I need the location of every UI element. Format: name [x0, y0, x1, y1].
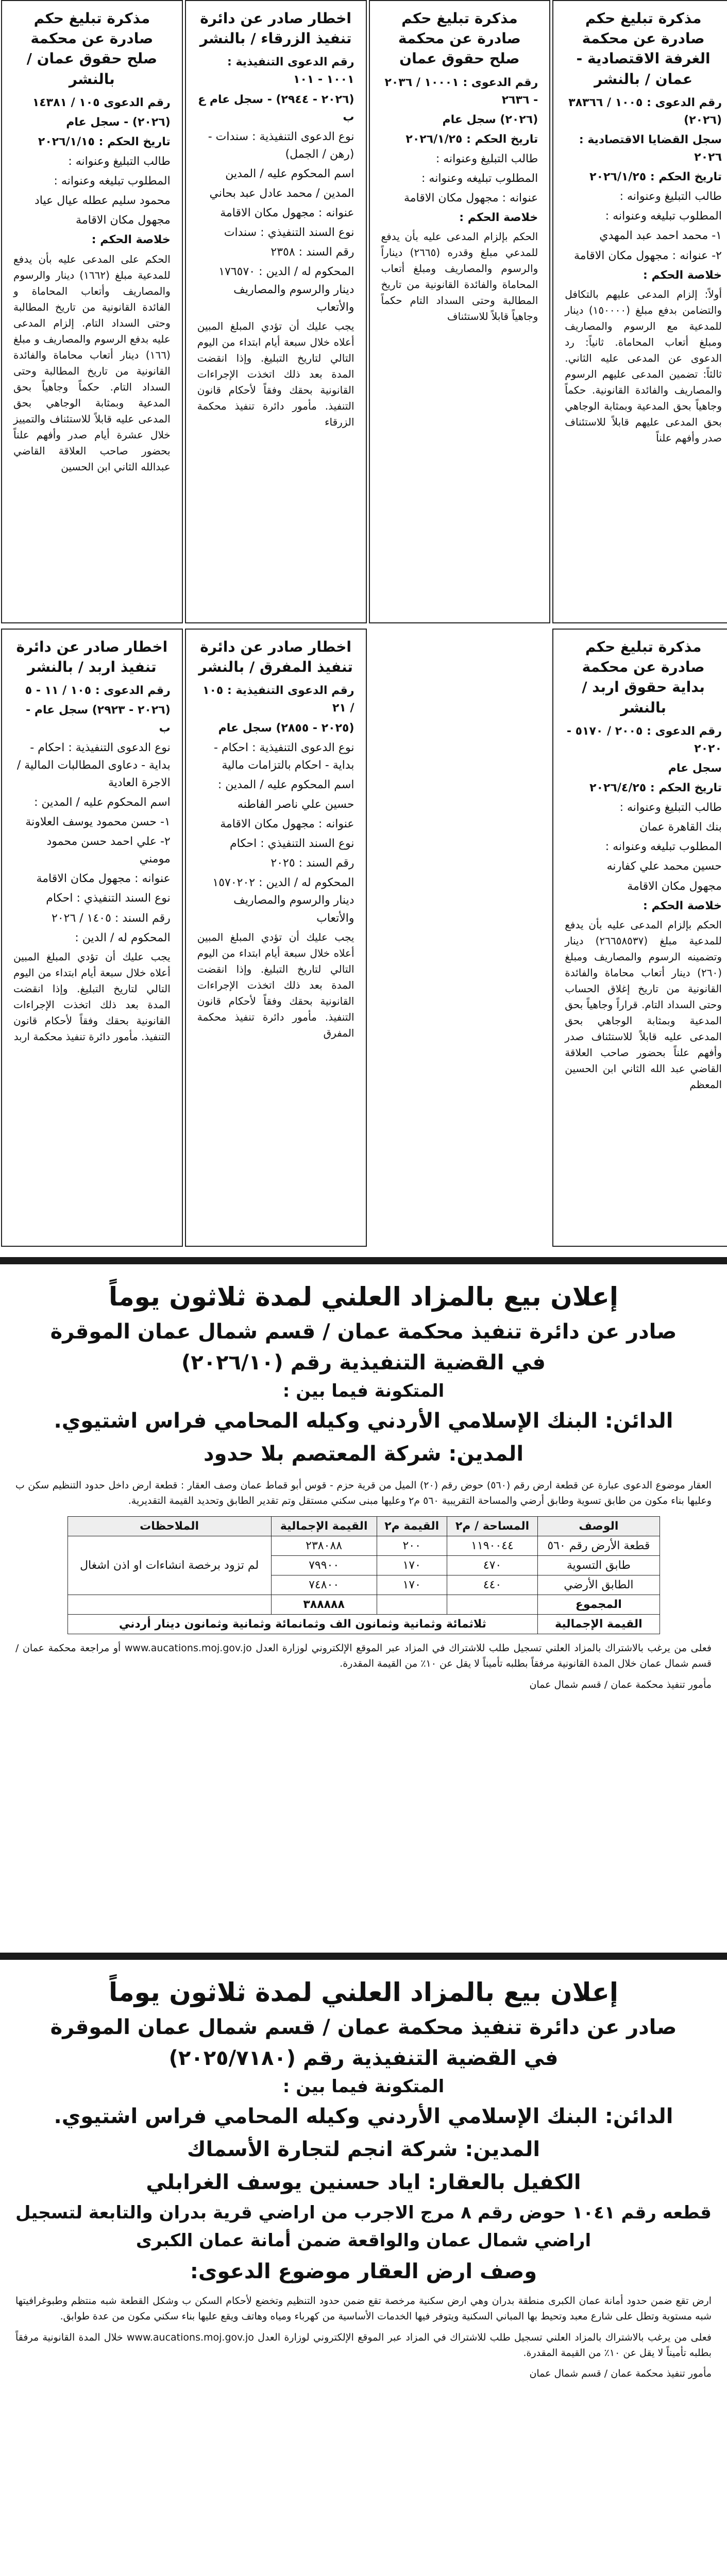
- notice-line: اسم المحكوم عليه / المدين :: [34, 795, 171, 809]
- notice-line: عنوانه : مجهول مكان الاقامة: [220, 207, 354, 220]
- ad-parties-title: المتكونة فيما بين :: [282, 1381, 445, 1401]
- notice-line: حسين علي ناصر الفاطنه: [237, 798, 354, 811]
- table-cell: ٢٠٠: [377, 1536, 447, 1555]
- notice-line: مجهول مكان الاقامة: [627, 879, 722, 893]
- notice-8: [552, 629, 727, 1247]
- auction-ad-2: [15, 1973, 712, 2571]
- notice-line: رقم الدعوى : ٢٠٠٥ / ٥١٧٠ - ٢٠٢٠: [566, 724, 722, 755]
- notice-line: بنك القاهرة عمان: [639, 821, 722, 834]
- notice-line: المحكوم له / الدين : ١٧٦٥٧٠ دينار والرسوم والمصاريف والأتعاب: [218, 265, 354, 314]
- table-cell: ١٧٠: [377, 1575, 447, 1595]
- ad-body: العقار موضوع الدعوى عبارة عن قطعة ارض رقم (٥٦٠) حوض رقم (٢٠) الميل من قرية حزم - قوس أبو قماط عمان وصف العقار : قطعة ارض داخل حدود التنظيم سكن ب وعليها بناء مكون من طابق تسوية وطابق أرضي والمساحة التقريبية ٥٦٠ م٢ وعليها مبنى سكني مستقل وتم تقدير الطابق وتحديد القيمة التقديرية.: [15, 1480, 712, 1507]
- notice-line: طالب التبليغ وعنوانه :: [435, 152, 538, 165]
- table-row: [67, 1536, 660, 1555]
- notice-title: مذكرة تبليغ حكم صادرة عن محكمة الغرفة الاقتصادية - عمان / بالنشر: [576, 10, 711, 88]
- ad-body: ارض تقع ضمن حدود أمانة عمان الكبرى منطقة بدران وهي ارض سكنية مرخصة تقع ضمن حدود التنظيم وتخضع لأحكام السكن ب وشكل القطعة شبه منتظم وطبوغرافيتها شبه مستوية وتطل على شارع معبد وتحيط بها المباني السكنية ويتوفر فيها الخدمات الأساسية من كهرباء ومياه وهاتف ويقع عليها بناء سكني مكون من عدة طوابق.: [15, 2295, 712, 2323]
- separator-bar: [0, 1953, 727, 1960]
- notice-line: ١- حسن محمود يوسف العلاونة: [25, 816, 171, 829]
- notice-title: اخطار صادر عن دائرة تنفيذ الزرقاء / بالنشر: [199, 10, 352, 47]
- notice-4: [552, 0, 727, 623]
- table-cell: ٣٨٨٨٨٨: [271, 1595, 377, 1614]
- table-cell: طابق التسوية: [538, 1555, 660, 1575]
- notice-line: تاريخ الحكم : ٢٠٢٦/٤/٢٥: [589, 782, 722, 795]
- table-cell: [67, 1595, 271, 1614]
- notice-body: يجب عليك أن تؤدي المبلغ المبين أعلاه خلال سبعة أيام ابتداء من اليوم التالي لتاريخ التبليغ. وإذا انقضت المدة بعد ذلك اتخذت الإجراءات القانونية بحقك وفقاً لأحكام قانون التنفيذ. مأمور دائرة تنفيذ محكمة الزرقاء: [197, 319, 354, 428]
- table-row-total: [67, 1595, 660, 1614]
- notice-line: تاريخ الحكم : ٢٠٢٦/١/٢٥: [405, 132, 538, 146]
- notice-line: المحكوم له / الدين : ١٥٧٠٢٠٢ دينار والرسوم والمصاريف والأتعاب: [212, 876, 354, 925]
- notice-body: الحكم على المدعى عليه بأن يدفع للمدعية مبلغ (١٦٦٢) دينار والرسوم والمصاريف وأتعاب المحاماة و الفائدة القانونية من تاريخ المطالبة وحتى السداد التام. إلزام المدعى عليه بدفع الرسوم والمصاريف و مبلغ (١٦٦) دينار أتعاب محاماة والفائدة القانونية من تاريخ المطالبة وحتى السداد التام. حكماً وجاهياً بحق المدعية وبمثابة الوجاهي بحق المدعى عليه قابلاً للاستئناف والتمييز خلال عشرة أيام صدر وأفهم علناً بحضور صاحب العلاقة القاضي عبدالله الثاني ابن الحسين: [13, 252, 171, 473]
- notice-line: تاريخ الحكم : ٢٠٢٦/١/١٥: [38, 135, 171, 148]
- notice-line: عنوانه : مجهول مكان الاقامة: [36, 872, 171, 886]
- notice-line: (٢٠٢٥ - ٢٨٥٥) سجل عام: [218, 721, 354, 735]
- notice-title: اخطار صادر عن دائرة تنفيذ المفرق / بالنشر: [198, 638, 353, 676]
- table-cell: ١١٩٠٠٤٤: [447, 1536, 537, 1555]
- notice-line: ٢- علي احمد حسن محمود مومني: [46, 835, 171, 866]
- table-cell: ٧٤٨٠٠: [271, 1575, 377, 1595]
- ad-creditor: الدائن: البنك الإسلامي الأردني وكيله المحامي فراس اشتيوي.: [54, 1409, 673, 1433]
- notice-7-empty: [369, 629, 551, 1247]
- notice-line: نوع السند التنفيذي : سندات: [224, 226, 354, 240]
- table-cell: [447, 1595, 537, 1614]
- col-header: القيمة الإجمالية: [271, 1516, 377, 1536]
- notice-line: المطلوب تبليغه وعنوانه :: [54, 175, 171, 188]
- notice-6: [185, 629, 367, 1247]
- notice-line: خلاصة الحكم :: [643, 268, 722, 282]
- notice-line: رقم الدعوى التنفيذية : ١٠٠١ - ١٠١: [227, 56, 354, 87]
- notice-line: رقم الدعوى ١٠٥ / ١٤٣٨١: [32, 96, 171, 109]
- ad-debtor: المدين: شركة انجم لتجارة الأسماك: [187, 2138, 540, 2161]
- table-cell: لم تزود برخصة انشاءات او اذن اشغال: [67, 1536, 271, 1595]
- auction-ad-1: [15, 1278, 712, 1937]
- ad-desc-title: وصف ارض العقار موضوع الدعوى:: [190, 2259, 537, 2283]
- notice-line: خلاصة الحكم :: [643, 899, 722, 912]
- notice-line: (٢٠٢٦ - ٢٩٤٤) - سجل عام ع ب: [198, 93, 354, 124]
- notice-line: رقم الدعوى : ١٠٠٥ / ٣٨٣٦٦ (٢٠٢٦): [568, 96, 722, 127]
- notices-row-middle: [0, 629, 727, 1247]
- notice-2: [185, 0, 367, 623]
- notice-3: [369, 0, 551, 623]
- table-cell: ٤٤٠: [447, 1575, 537, 1595]
- notice-line: المدين / محمد عادل عبد بحاني: [209, 187, 354, 200]
- ad-creditor: الدائن: البنك الإسلامي الأردني وكيله المحامي فراس اشتيوي.: [54, 2105, 673, 2128]
- notice-line: نوع الدعوى التنفيذية : سندات - (رهن / الجمل): [208, 130, 354, 161]
- notice-line: ٢- عنوانه : مجهول مكان الاقامة: [573, 249, 722, 262]
- ad-title: إعلان بيع بالمزاد العلني لمدة ثلاثون يوماً: [108, 1282, 619, 1312]
- notice-line: خلاصة الحكم :: [459, 211, 538, 225]
- table-cell: الطابق الأرضي: [538, 1575, 660, 1595]
- notice-line: عنوانه : مجهول مكان الاقامة: [220, 818, 354, 831]
- notice-line: (٢٠٢٦) سجل عام: [442, 113, 538, 126]
- table-cell: ١٧٠: [377, 1555, 447, 1575]
- table-cell: [377, 1595, 447, 1614]
- table-cell: قطعة الأرض رقم ٥٦٠: [538, 1536, 660, 1555]
- notice-line: سجل القضايا الاقتصادية : ٢٠٢٦: [579, 133, 722, 164]
- col-header: المساحة / م٢: [447, 1516, 537, 1536]
- table-header-row: [67, 1516, 660, 1536]
- notice-line: المحكوم له / الدين :: [75, 931, 171, 944]
- ad-parcel: قطعه رقم ١٠٤١ حوض رقم ٨ مرج الاجرب من اراضي قرية بدران والتابعة لتسجيل اراضي شمال عمان والواقعة ضمن أمانة عمان الكبرى: [15, 2202, 712, 2251]
- notice-line: طالب التبليغ وعنوانه :: [619, 801, 722, 815]
- ad-signature: مأمور تنفيذ محكمة عمان / قسم شمال عمان: [529, 2368, 712, 2380]
- table-cell: ٢٣٨٠٨٨: [271, 1536, 377, 1555]
- col-header: القيمة م٢: [377, 1516, 447, 1536]
- valuation-table: [67, 1516, 660, 1634]
- notice-line: مجهول مكان الاقامة: [76, 214, 171, 227]
- notice-line: سجل عام: [668, 761, 722, 775]
- table-cell: المجموع: [538, 1595, 660, 1614]
- separator-bar: [0, 1257, 727, 1264]
- ad-parties-title: المتكونة فيما بين :: [282, 2076, 445, 2097]
- ad-subtitle: صادر عن دائرة تنفيذ محكمة عمان / قسم شمال عمان الموقرة: [50, 1320, 677, 1344]
- notice-line: نوع الدعوى التنفيذية : احكام - بداية - احكام بالتزامات مالية: [213, 741, 354, 772]
- ad-debtor: المدين: شركة المعتصم بلا حدود: [203, 1442, 524, 1466]
- notice-body: يجب عليك أن تؤدي المبلغ المبين أعلاه خلال سبعة أيام ابتداء من اليوم التالي لتاريخ التبليغ. وإذا انقضت المدة بعد ذلك اتخذت الإجراءات القانونية بحقك وفقاً لأحكام قانون التنفيذ. مأمور دائرة تنفيذ محكمة المفرق: [197, 930, 354, 1039]
- notice-line: رقم الدعوى التنفيذية : ١٠٥ / ٢١: [202, 684, 354, 715]
- table-cell: ثلاثمائة وثمانية وثمانون الف وثمانمائة وثمانية وثمانون دينار أردني: [67, 1614, 538, 1634]
- col-header: الملاحظات: [67, 1516, 271, 1536]
- notice-title: مذكرة تبليغ حكم صادرة عن محكمة بداية حقوق اربد / بالنشر: [582, 638, 705, 716]
- notices-row-top: [0, 0, 727, 623]
- notice-lines: [13, 94, 171, 249]
- notice-body: الحكم بإلزام المدعى عليه بأن يدفع للمدعي مبلغ وقدره (٢٦٦٥) ديناراً والرسوم والمصاريف ومبلغ أتعاب المحاماة والفائدة القانونية من تاريخ المطالبة وحتى السداد التام حكماً وجاهياً قابلاً للاستئناف: [381, 230, 538, 323]
- notice-line: المطلوب تبليغه وعنوانه :: [605, 840, 722, 854]
- ad-case-number: في القضية التنفيذية رقم (٢٠٢٦/١٠): [181, 1351, 546, 1375]
- table-row-words: [67, 1614, 660, 1634]
- notice-body: الحكم بإلزام المدعى عليه بأن يدفع للمدعية مبلغ (٢٦٦٥٨٥٣٧) دينار وتضمينه الرسوم والمصاريف ومبلغ (٢٦٠) دينار أتعاب محاماة والفائدة القانونية من تاريخ إغلاق الحساب وحتى السداد التام. قراراً وجاهياً بحق المدعية وبمثابة الوجاهي بحق المدعى عليه قابلاً للاستئناف صدر وأفهم علناً بحضور صاحب العلاقة القاضي عبد الله الثاني ابن الحسين المعظم: [565, 918, 722, 1091]
- notice-1: [1, 0, 183, 623]
- notice-line: رقم الدعوى : ١٠٠٠١ / ٢٠٣٦ - ٢٦٣٦: [384, 76, 538, 107]
- notice-line: (٢٠٢٦) - سجل عام: [66, 115, 171, 129]
- ad-title: إعلان بيع بالمزاد العلني لمدة ثلاثون يوماً: [108, 1977, 619, 2007]
- notice-line: نوع السند التنفيذي : احكام: [230, 837, 354, 851]
- notice-line: خلاصة الحكم :: [91, 233, 171, 247]
- notice-line: المطلوب تبليغه وعنوانه :: [421, 172, 538, 185]
- notice-title: مذكرة تبليغ حكم صادرة عن محكمة صلح حقوق عمان / بالنشر: [26, 10, 158, 88]
- notice-line: نوع السند التنفيذي : احكام: [46, 892, 171, 905]
- notice-line: رقم السند : ٢٣٥٨: [270, 246, 354, 259]
- notice-line: نوع الدعوى التنفيذية : احكام - بداية - دعاوى المطالبات المالية / الاجرة العادية: [16, 741, 171, 789]
- notice-title: اخطار صادر عن دائرة تنفيذ اربد / بالنشر: [16, 638, 168, 676]
- notice-line: عنوانه : مجهول مكان الاقامة: [403, 192, 538, 205]
- notice-line: تاريخ الحكم : ٢٠٢٦/١/٢٥: [589, 171, 722, 184]
- table-cell: القيمة الإجمالية: [538, 1614, 660, 1634]
- notice-line: اسم المحكوم عليه / المدين :: [217, 778, 354, 791]
- ad-case-number: في القضية التنفيذية رقم (٢٠٢٥/٧١٨٠): [168, 2046, 559, 2070]
- ad-subtitle: صادر عن دائرة تنفيذ محكمة عمان / قسم شمال عمان الموقرة: [50, 2015, 677, 2039]
- notice-line: طالب التبليغ وعنوانه :: [619, 190, 722, 204]
- notice-body: يجب عليك أن تؤدي المبلغ المبين أعلاه خلال سبعة أيام ابتداء من اليوم التالي لتاريخ التبليغ. وإذا انقضت المدة بعد ذلك اتخذت الإجراءات القانونية بحقك وفقاً لأحكام قانون التنفيذ. مأمور دائرة تنفيذ محكمة اربد: [13, 950, 171, 1043]
- notice-body: أولاً: إلزام المدعى عليهم بالتكافل والتضامن بدفع مبلغ (١٥٠٠٠٠) دينار للمدعية مع الرسوم والمصاريف ومبلغ أتعاب المحاماة. ثانياً: رد الدعوى عن المدعى عليه الثاني. ثالثاً: تضمين المدعى عليهم الرسوم والمصاريف والفائدة القانونية. حكماً وجاهياً بحق المدعية وبمثابة الوجاهي بحق المدعى عليهم قابلاً للاستئناف صدر وأفهم علناً: [565, 287, 722, 444]
- ad-footer: فعلى من يرغب بالاشتراك بالمزاد العلني تسجيل طلب للاشتراك في المزاد عبر الموقع الإلكتروني لوزارة العدل www.aucations.moj.gov.jo أو مراجعة محكمة عمان / قسم شمال عمان خلال المدة القانونية مرفقاً بطلبه تأميناً لا يقل عن ١٠٪ من القيمة المقدرة.: [15, 1642, 712, 1670]
- notice-line: ١- محمد احمد عبد المهدي: [599, 229, 722, 243]
- notice-line: رقم الدعوى : ١٠٥ / ١١ - ٥: [25, 684, 171, 698]
- col-header: الوصف: [538, 1516, 660, 1536]
- notice-line: المطلوب تبليغه وعنوانه :: [605, 210, 722, 223]
- table-cell: ٧٩٩٠٠: [271, 1555, 377, 1575]
- notice-line: حسين محمد علي كفارنه: [606, 860, 722, 873]
- notice-line: (٢٠٢٦ - ٢٩٢٣) سجل عام - ب: [26, 704, 171, 735]
- notice-5: [1, 629, 183, 1247]
- notice-line: طالب التبليغ وعنوانه :: [68, 155, 171, 168]
- notice-title: مذكرة تبليغ حكم صادرة عن محكمة صلح حقوق عمان: [398, 10, 521, 67]
- ad-signature: مأمور تنفيذ محكمة عمان / قسم شمال عمان: [529, 1679, 712, 1690]
- notice-line: اسم المحكوم عليه / المدين: [225, 167, 354, 180]
- ad-guarantor: الكفيل بالعقار: اياد حسنين يوسف الغرابلي: [146, 2171, 581, 2194]
- ad-footer: فعلى من يرغب بالاشتراك بالمزاد العلني تسجيل طلب للاشتراك في المزاد عبر الموقع الإلكتروني لوزارة العدل www.aucations.moj.gov.jo خلال المدة القانونية مرفقاً بطلبه تأميناً لا يقل عن ١٠٪ من القيمة المقدرة.: [15, 2331, 712, 2359]
- table-cell: ٤٧٠: [447, 1555, 537, 1575]
- notice-line: رقم السند : ١٤٠٥ / ٢٠٢٦: [52, 911, 171, 925]
- notice-line: محمود سليم عطله عيال عياد: [34, 194, 171, 208]
- notice-line: رقم السند : ٢٠٢٥: [270, 857, 354, 870]
